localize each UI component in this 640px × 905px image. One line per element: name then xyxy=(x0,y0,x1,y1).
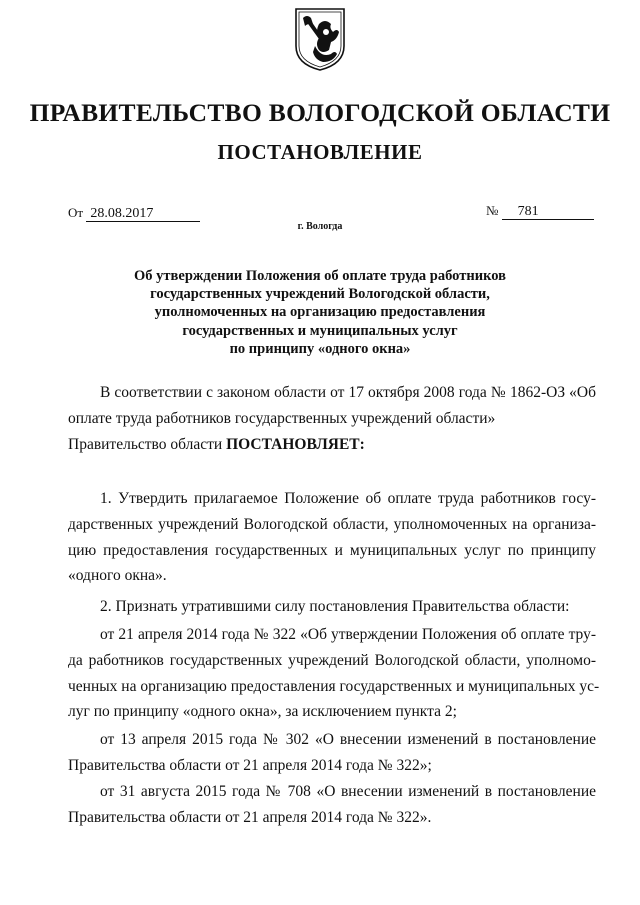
date-label: От xyxy=(68,205,84,220)
text-line: ченных на организацию предоставления государственных и муниципальных ус- xyxy=(68,677,600,695)
text-line: от 21 апреля 2014 года № 322 «Об утверждении Положения об оплате тру- xyxy=(100,626,596,643)
item-1-paragraph xyxy=(68,486,596,589)
subitem-2014-paragraph xyxy=(68,622,600,725)
text-line: оплате труда работников государственных учреждений области» xyxy=(68,409,496,427)
number-row xyxy=(486,203,594,220)
preamble-subject: Правительство области xyxy=(68,435,223,453)
item-2-paragraph xyxy=(68,594,596,620)
decree-word: ПОСТАНОВЛЯЕТ: xyxy=(226,435,365,453)
text-line: от 13 апреля 2015 года № 302 «О внесении изменений в постановление xyxy=(100,731,596,748)
text-line: В соответствии с законом области от 17 октября 2008 года № 1862-ОЗ «Об xyxy=(100,384,596,401)
text-line: «одного окна». xyxy=(68,567,167,585)
text-line xyxy=(68,432,596,458)
number-label: № xyxy=(486,203,499,218)
coat-of-arms-icon xyxy=(293,6,347,72)
heading-line: государственных и муниципальных услуг xyxy=(182,322,458,339)
text-line: дарственных учреждений Вологодской области, уполномоченных на организа- xyxy=(68,515,596,533)
preamble-paragraph xyxy=(68,380,596,457)
subitem-2015-302-paragraph xyxy=(68,727,596,779)
text-line: луг по принципу «одного окна», за исключением пункта 2; xyxy=(68,703,457,721)
subitem-2015-708-paragraph xyxy=(68,779,596,831)
text-line: да работников государственных учреждений Вологодской области, уполномо- xyxy=(68,651,596,669)
text-line: от 31 августа 2015 года № 708 «О внесении изменений в постановление xyxy=(100,783,596,800)
heading-line: по принципу «одного окна» xyxy=(229,340,411,357)
text-line: Правительства области от 21 апреля 2014 года № 322». xyxy=(68,808,432,826)
number-value: 781 xyxy=(502,205,594,220)
city-label: г. Вологда xyxy=(297,221,343,232)
heading-line: государственных учреждений Вологодской области, xyxy=(150,286,490,303)
date-row xyxy=(68,205,200,222)
heading-line: уполномоченных на организацию предоставления xyxy=(154,304,486,321)
text-line: 1. Утвердить прилагаемое Положение об оплате труда работников госу- xyxy=(100,490,596,507)
date-value: 28.08.2017 xyxy=(86,207,200,222)
government-title: ПРАВИТЕЛЬСТВО ВОЛОГОДСКОЙ ОБЛАСТИ xyxy=(29,98,611,127)
document-heading xyxy=(90,267,550,358)
heading-line: Об утверждении Положения об оплате труда работников xyxy=(134,268,506,284)
text-line: Правительства области от 21 апреля 2014 года № 322»; xyxy=(68,756,432,774)
text-line: цию предоставления государственных и муниципальных услуг по принципу xyxy=(68,541,596,559)
document-type: ПОСТАНОВЛЕНИЕ xyxy=(217,140,423,164)
text-line: 2. Признать утратившими силу постановления Правительства области: xyxy=(100,598,570,615)
